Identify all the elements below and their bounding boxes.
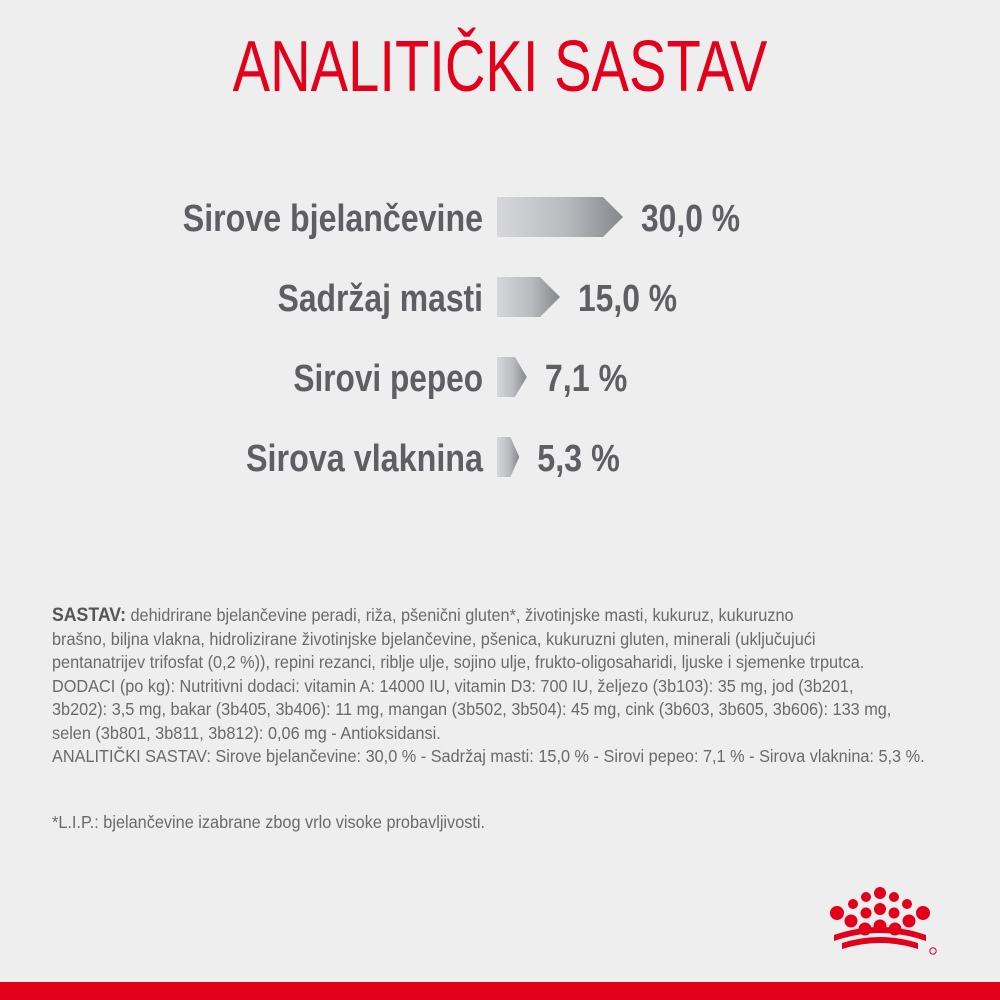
category-label: Sirove bjelančevine	[182, 198, 483, 240]
composition-line-4: DODACI (po kg): Nutritivni dodaci: vitamin A: 14000 IU, vitamin D3: 700 IU, željezo (3b103): 35 mg, jod (3b201,	[52, 675, 854, 696]
composition-line-5: 3b202): 3,5 mg, bakar (3b405, 3b406): 11 mg, mangan (3b502, 3b504): 45 mg, cink (3b603, 3b605, 3b606): 133 mg,	[52, 699, 892, 719]
composition-line-6: selen (3b801, 3b811, 3b812): 0,06 mg - Antioksidansi.	[52, 722, 441, 743]
value-label: 15,0 %	[578, 278, 677, 320]
analysis-bar-chart	[0, 170, 1000, 500]
composition-text	[52, 604, 952, 769]
bar-arrow	[497, 277, 560, 317]
bottom-accent-bar	[0, 982, 1000, 1000]
page-title: ANALITIČKI SASTAV	[232, 27, 768, 107]
category-label: Sirova vlaknina	[246, 438, 484, 480]
value-label: 5,3 %	[537, 438, 620, 480]
composition-line-2: brašno, biljna vlakna, hidrolizirane životinjske bjelančevine, pšenica, kukuruzni gluten, minerali (uključujući	[52, 628, 816, 649]
composition-label: SASTAV:	[52, 605, 126, 626]
bar-arrow	[497, 197, 623, 237]
value-label: 7,1 %	[544, 358, 628, 400]
category-label: Sirovi pepeo	[293, 358, 484, 400]
crown-logo-icon	[820, 885, 940, 960]
composition-line-1: SASTAV: dehidrirane bjelančevine peradi, riža, pšenični gluten*, životinjske masti, kukuruz, kukuruzno	[52, 605, 794, 626]
value-label: 30,0 %	[641, 198, 740, 240]
composition-line-3: pentanatrijev trifosfat (0,2 %)), repini rezanci, riblje ulje, sojino ulje, frukto-oligosaharidi, ljuske i sjemenke trputca.	[52, 652, 865, 672]
category-label: Sadržaj masti	[277, 278, 483, 320]
composition-line-7: ANALITIČKI SASTAV: Sirove bjelančevine: 30,0 % - Sadržaj masti: 15,0 % - Sirovi pepeo: 7,1 % - Sirova vlaknina: 5,3 %.	[52, 746, 925, 766]
bar-arrow	[497, 437, 519, 477]
footnote: *L.I.P.: bjelančevine izabrane zbog vrlo visoke probavljivosti.	[52, 812, 486, 832]
bar-arrow	[497, 357, 527, 397]
